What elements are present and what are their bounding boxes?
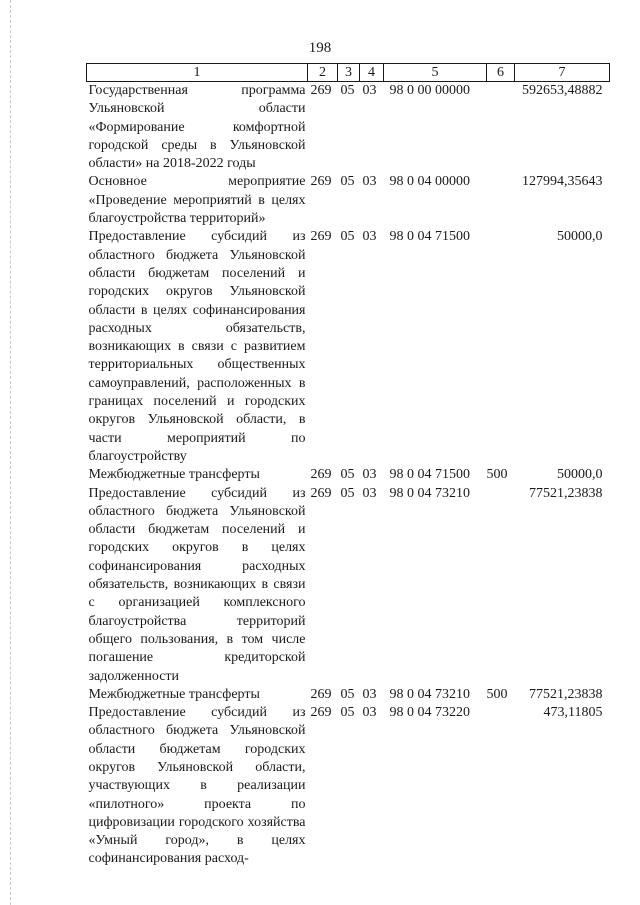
row-sum: 50000,0 (557, 467, 603, 483)
row-pr: 03 (362, 467, 377, 483)
row-vr (487, 82, 515, 174)
row-rz: 05 (340, 485, 355, 501)
row-sum: 127994,35643 (522, 174, 603, 190)
header-col-7: 7 (515, 64, 610, 82)
table-row (87, 228, 610, 466)
budget-table (86, 63, 610, 869)
row-name: Предоставление субсидий из областного бюджета Ульяновской области бюджетам поселений и городских округов в целях софинансирования расходных обязательств, возникающих в связи с организацией комплексного благоустройства территорий общего пользования, в том числе погашение кредиторской задолженности (88, 485, 306, 684)
header-col-3: 3 (338, 64, 360, 82)
table-header (87, 64, 610, 82)
row-gr: 269 (310, 705, 332, 721)
row-sum: 50000,0 (557, 229, 603, 245)
header-col-2: 2 (308, 64, 338, 82)
row-name: Предоставление субсидий из областного бюджета Ульяновской области бюджетам городских округов Ульяновской области, участвующих в реализации «пилотного» проекта по цифровизации городского хозяйства «Умный город», в целях софинансирования расход- (88, 705, 306, 867)
row-name: Основное мероприятие «Проведение мероприятий в целях благоустройства территорий» (88, 174, 306, 227)
table-row (87, 82, 610, 174)
row-pr: 03 (362, 686, 377, 702)
row-gr: 269 (310, 686, 332, 702)
row-name: Предоставление субсидий из областного бюджета Ульяновской области бюджетам поселений и городских округов Ульяновской области в целях софинансирования расходных обязательств, возникающих в связи с развитием территориальных общественных самоуправлений, расположенных в границах поселений и городских округов Ульяновской области, в части мероприятий по благоустройству (88, 229, 306, 464)
row-rz: 05 (340, 83, 355, 98)
row-csr: 98 0 04 71500 (389, 467, 470, 483)
header-col-1: 1 (87, 64, 308, 82)
table-row (87, 704, 610, 869)
row-csr: 98 0 04 73220 (389, 705, 470, 721)
row-name: Государственная программа Ульяновской области «Формирование комфортной городской среды в Ульяновской области» на 2018-2022 годы (88, 83, 306, 172)
row-gr: 269 (310, 83, 332, 98)
page-number: 198 (308, 40, 332, 56)
row-vr (487, 173, 515, 228)
header-col-5: 5 (384, 64, 487, 82)
table-row (87, 485, 610, 686)
row-rz: 05 (340, 174, 355, 190)
row-gr: 269 (310, 174, 332, 190)
row-vr (487, 228, 515, 466)
row-gr: 269 (310, 485, 332, 501)
row-sum: 77521,23838 (529, 485, 603, 501)
row-csr: 98 0 04 71500 (389, 229, 470, 245)
row-vr: 500 (486, 467, 508, 483)
row-csr: 98 0 04 73210 (389, 485, 470, 501)
row-rz: 05 (340, 229, 355, 245)
row-vr (487, 704, 515, 869)
row-pr: 03 (362, 485, 377, 501)
row-vr (487, 485, 515, 686)
row-rz: 05 (340, 686, 355, 702)
page-margin-line (10, 0, 11, 905)
row-name: Межбюджетные трансферты (88, 686, 260, 702)
header-row (87, 64, 610, 82)
row-pr: 03 (362, 174, 377, 190)
header-col-4: 4 (360, 64, 384, 82)
row-rz: 05 (340, 705, 355, 721)
row-csr: 98 0 04 00000 (389, 174, 470, 190)
header-col-6: 6 (487, 64, 515, 82)
row-vr: 500 (486, 686, 508, 702)
row-gr: 269 (310, 229, 332, 245)
row-csr: 98 0 00 00000 (389, 83, 470, 98)
row-rz: 05 (340, 467, 355, 483)
row-sum: 592653,48882 (522, 83, 603, 98)
table-row (87, 173, 610, 228)
row-pr: 03 (362, 705, 377, 721)
table-row (87, 686, 610, 704)
row-pr: 03 (362, 229, 377, 245)
row-pr: 03 (362, 83, 377, 98)
row-sum: 77521,23838 (529, 686, 603, 702)
row-csr: 98 0 04 73210 (389, 686, 470, 702)
table-row (87, 466, 610, 484)
row-sum: 473,11805 (543, 705, 603, 721)
table-body (87, 82, 610, 869)
row-name: Межбюджетные трансферты (88, 467, 260, 483)
row-gr: 269 (310, 467, 332, 483)
